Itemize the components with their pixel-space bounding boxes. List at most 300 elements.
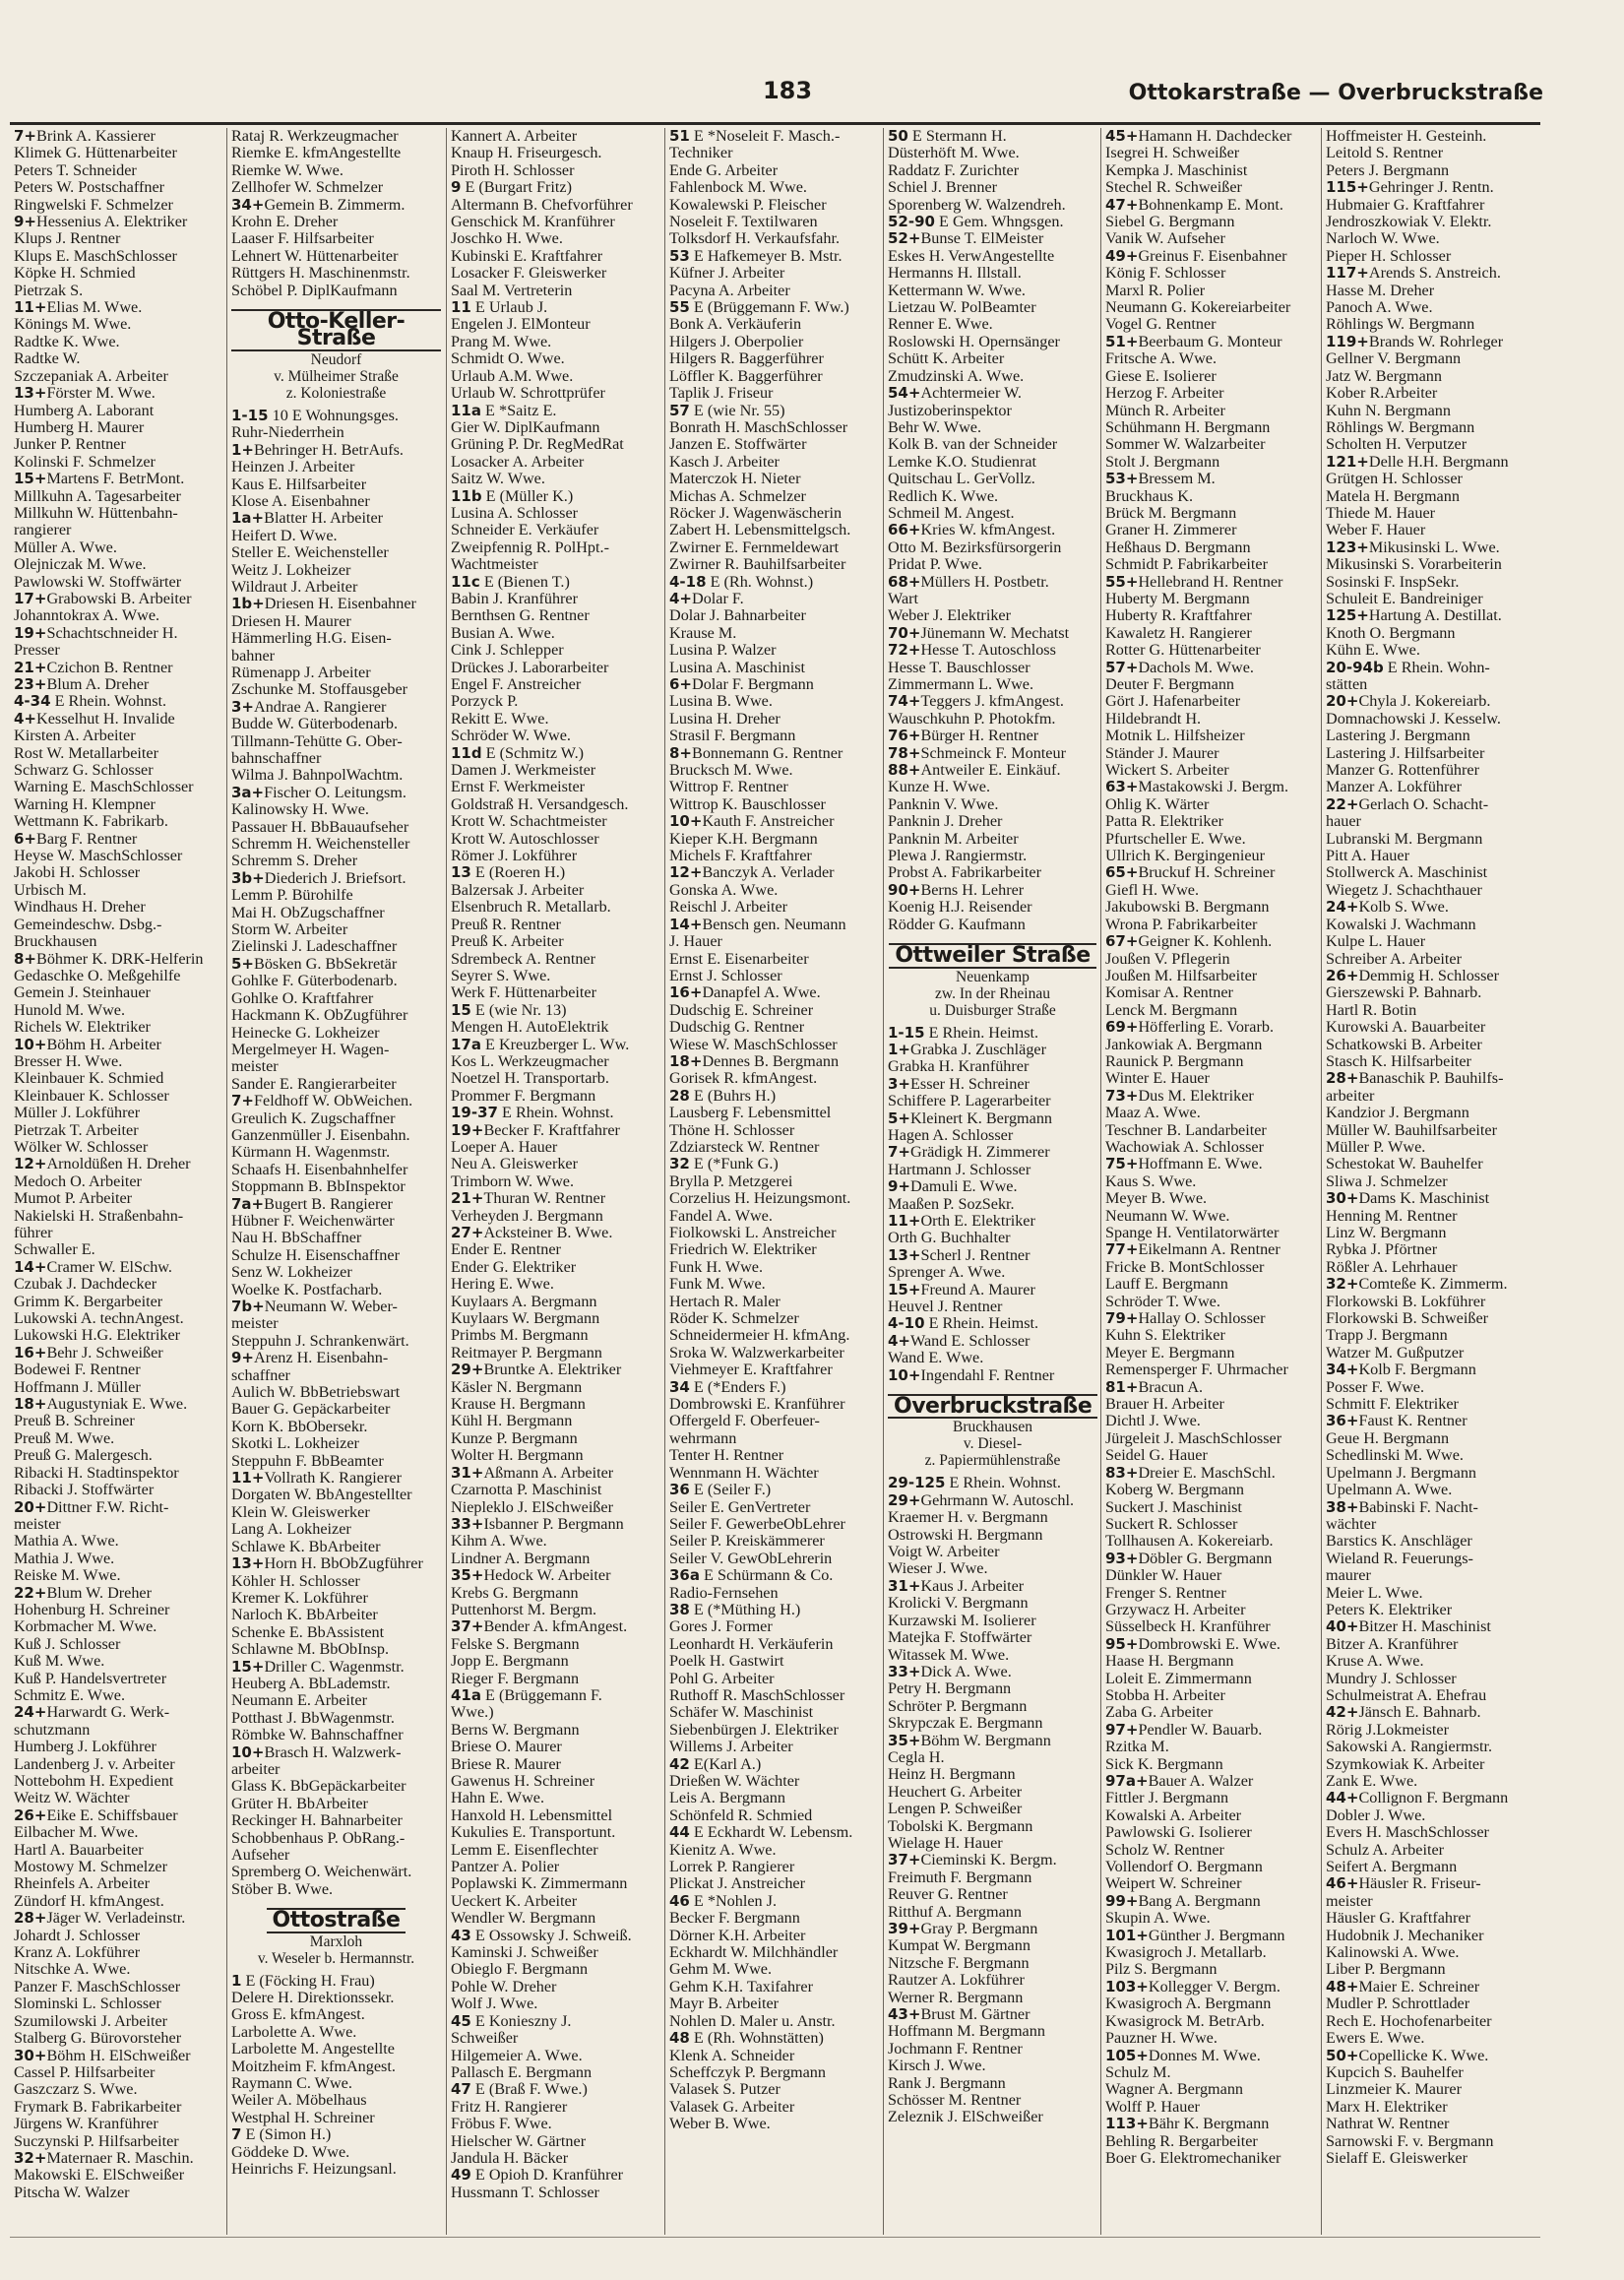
resident-entry	[451, 1602, 660, 1618]
resident-entry	[451, 350, 660, 367]
resident-entry	[14, 1276, 224, 1293]
resident-text: Kieper K.H. Bergmann	[669, 830, 818, 848]
resident-text: Niepleklo J. ElSchweißer	[451, 1498, 613, 1516]
resident-entry	[451, 1704, 660, 1721]
resident-text: bahnschaffner	[231, 750, 322, 767]
resident-text: 10 E Wohnungsges.	[268, 407, 399, 424]
resident-text: bahner	[231, 647, 276, 665]
resident-text: Thuran W. Rentner	[483, 1190, 606, 1208]
resident-text: Szczepaniak A. Arbeiter	[14, 367, 168, 385]
resident-entry	[1105, 1807, 1315, 1824]
resident-text: E (Buhrs H.)	[689, 1087, 777, 1105]
resident-text: Rautzer A. Lokführer	[888, 1972, 1025, 1990]
resident-text: Meyer E. Bergmann	[1105, 1344, 1235, 1362]
resident-text: E Rhein. Wohn-	[1383, 659, 1490, 676]
resident-entry	[669, 1276, 879, 1293]
house-number: 10+	[231, 1743, 265, 1761]
resident-text: Nathrat W. Rentner	[1326, 2116, 1450, 2133]
resident-entry	[669, 1190, 879, 1207]
resident-text: Eckhardt W. Milchhändler	[669, 1944, 839, 1962]
resident-text: Lukowski A. technAngest.	[14, 1310, 184, 1328]
resident-text: Gedaschke O. Meßgehilfe	[14, 967, 181, 984]
resident-text: Kukulies E. Transportunt.	[451, 1824, 616, 1842]
resident-text: Comteße K. Zimmerm.	[1358, 1276, 1508, 1294]
resident-text: Hartmann J. Schlosser	[888, 1161, 1031, 1178]
resident-entry	[1326, 917, 1535, 933]
house-number: 24+	[14, 1704, 47, 1722]
resident-entry	[231, 1504, 441, 1521]
resident-entry	[451, 1859, 660, 1875]
resident-entry	[14, 1430, 224, 1447]
resident-text: E Rhein. Wohnst.	[50, 693, 167, 711]
resident-text: Arenz H. Eisenbahn-	[254, 1350, 389, 1367]
resident-text: Nakielski H. Straßenbahn-	[14, 1207, 184, 1225]
resident-text: Löffler K. Baggerführer	[669, 367, 823, 385]
resident-text: Kuhn N. Bergmann	[1326, 402, 1451, 419]
resident-entry	[1105, 2099, 1315, 2116]
resident-text: Collignon F. Bergmann	[1358, 1790, 1509, 1807]
house-number: 83+	[1105, 1464, 1139, 1482]
resident-entry	[669, 419, 879, 436]
resident-entry	[14, 1225, 224, 1241]
resident-entry	[888, 556, 1097, 573]
house-number: 29+	[451, 1362, 484, 1379]
resident-text: Böhm H. ElSchweißer	[46, 2047, 191, 2064]
resident-entry	[1326, 1310, 1535, 1327]
resident-entry	[1326, 1019, 1535, 1036]
resident-text: Hudobnik J. Mechaniker	[1326, 1927, 1484, 1944]
resident-entry	[231, 1093, 441, 1109]
resident-entry	[669, 1842, 879, 1859]
resident-text: Presser	[14, 642, 60, 660]
resident-entry	[231, 870, 441, 887]
resident-entry	[451, 2081, 660, 2098]
resident-text: Seiler V. GewObLehrerin	[669, 1550, 833, 1567]
resident-text: Siebel G. Bergmann	[1105, 214, 1235, 231]
resident-entry	[14, 1893, 224, 1910]
resident-entry	[1326, 436, 1535, 453]
resident-entry	[888, 1093, 1097, 1109]
resident-text: Kubinski E. Kraftfahrer	[451, 247, 603, 265]
house-number: 57+	[1105, 659, 1139, 676]
resident-entry	[14, 1875, 224, 1892]
resident-entry	[888, 2075, 1097, 2092]
resident-entry	[888, 1972, 1097, 1989]
resident-text: Medoch O. Arbeiter	[14, 1172, 142, 1190]
resident-entry	[231, 1042, 441, 1058]
resident-text: Cieminski K. Bergm.	[920, 1852, 1057, 1869]
resident-text: Seiler F. GewerbeObLehrer	[669, 1515, 845, 1533]
resident-text: Kasch J. Arbeiter	[669, 453, 780, 471]
resident-text: Sommer W. Walzarbeiter	[1105, 436, 1266, 454]
resident-text: Schmidt P. Fabrikarbeiter	[1105, 556, 1268, 574]
resident-entry	[1105, 1842, 1315, 1859]
resident-entry	[451, 1122, 660, 1139]
resident-text: Aßmann A. Arbeiter	[483, 1464, 614, 1482]
house-number: 53	[669, 247, 690, 265]
resident-text: Schmidt O. Wwe.	[451, 350, 565, 368]
directory-columns	[10, 128, 1545, 2235]
resident-text: Schmitz E. Wwe.	[14, 1686, 125, 1704]
resident-entry	[888, 1527, 1097, 1544]
resident-text: Lorrek P. Rangierer	[669, 1859, 795, 1876]
resident-text: Vollendorf O. Bergmann	[1105, 1859, 1263, 1876]
resident-text: Posser F. Wwe.	[1326, 1378, 1425, 1396]
resident-entry	[1105, 574, 1315, 591]
resident-entry	[451, 1430, 660, 1447]
resident-entry	[231, 1487, 441, 1503]
resident-entry	[451, 1019, 660, 1036]
resident-text: Richels W. Elektriker	[14, 1019, 151, 1037]
resident-entry	[669, 2081, 879, 2098]
resident-entry	[1326, 1482, 1535, 1498]
resident-entry	[14, 299, 224, 316]
resident-entry	[669, 1345, 879, 1362]
resident-entry	[669, 864, 879, 881]
resident-entry	[451, 1551, 660, 1567]
resident-entry	[14, 556, 224, 573]
street-location: v. Mülheimer Straße	[274, 367, 399, 385]
resident-entry	[888, 762, 1097, 779]
resident-text: Jochmann F. Rentner	[888, 2040, 1023, 2058]
resident-entry	[1326, 1653, 1535, 1670]
resident-entry	[669, 1070, 879, 1087]
resident-text: Grzywacz H. Arbeiter	[1105, 1601, 1246, 1618]
resident-entry	[1105, 385, 1315, 402]
resident-text: Dombrowski E. Wwe.	[1138, 1635, 1280, 1653]
resident-entry	[1326, 522, 1535, 538]
resident-entry	[14, 711, 224, 728]
resident-entry	[451, 2064, 660, 2081]
resident-text: Sporenberg W. Walzendreh.	[888, 196, 1066, 214]
resident-text: Bang A. Bergmann	[1138, 1892, 1261, 1910]
resident-entry	[1326, 642, 1535, 659]
page-number: 183	[762, 77, 813, 104]
resident-entry	[1326, 711, 1535, 728]
resident-text: Arends S. Anstreich.	[1368, 265, 1501, 283]
resident-entry	[888, 1990, 1097, 2006]
resident-text: Gray P. Bergmann	[920, 1921, 1038, 1937]
resident-text: Heßhaus D. Bergmann	[1105, 538, 1251, 556]
resident-text: Kurzawski M. Isolierer	[888, 1612, 1036, 1629]
resident-text: Cink J. Schlepper	[451, 642, 564, 660]
resident-entry	[669, 1824, 879, 1841]
resident-text: Wachtmeister	[451, 556, 538, 574]
resident-entry	[1105, 1687, 1315, 1704]
resident-text: Becker F. Kraftfahrer	[483, 1121, 620, 1139]
resident-text: Mathia A. Wwe.	[14, 1533, 119, 1551]
house-number: 10+	[669, 813, 703, 831]
resident-text: Larbolette A. Wwe.	[231, 2023, 357, 2041]
resident-entry	[451, 1465, 660, 1482]
resident-text: Joußen M. Hilfsarbeiter	[1105, 967, 1258, 984]
resident-entry	[231, 1521, 441, 1538]
resident-entry	[231, 1264, 441, 1281]
resident-text: Kolk B. van der Schneider	[888, 436, 1058, 454]
resident-entry	[1105, 2048, 1315, 2064]
resident-entry	[888, 2041, 1097, 2058]
house-number: 97a+	[1105, 1773, 1149, 1790]
resident-entry	[14, 642, 224, 659]
resident-text: Evers H. MaschSchlosser	[1326, 1824, 1489, 1842]
resident-text: Ritthuf A. Bergmann	[888, 1903, 1022, 1921]
house-number: 73+	[1105, 1087, 1139, 1105]
resident-entry	[14, 848, 224, 864]
resident-text: Rößler A. Lehrhauer	[1326, 1258, 1458, 1276]
resident-entry	[1105, 1516, 1315, 1533]
resident-entry	[231, 1881, 441, 1898]
resident-entry	[1105, 230, 1315, 247]
resident-entry	[451, 556, 660, 573]
resident-text: Narloch W. Wwe.	[1326, 230, 1440, 248]
resident-text: Manzer A. Lokführer	[1326, 779, 1462, 796]
house-number: 31+	[451, 1464, 484, 1482]
resident-text: Szymkowiak K. Arbeiter	[1326, 1755, 1485, 1773]
resident-entry	[888, 350, 1097, 367]
resident-text: Dus M. Elektriker	[1138, 1087, 1254, 1105]
resident-text: Linzmeier K. Maurer	[1326, 2081, 1462, 2099]
resident-text: Bürger H. Rentner	[920, 728, 1039, 745]
resident-entry	[1326, 1687, 1535, 1704]
resident-text: E Rhein. Wohnst.	[497, 1105, 614, 1122]
resident-text: Frymark B. Fabrikarbeiter	[14, 2098, 182, 2116]
resident-entry	[669, 1551, 879, 1567]
resident-entry	[1326, 2048, 1535, 2064]
resident-text: Humberg J. Lokführer	[14, 1739, 156, 1756]
resident-entry	[451, 1910, 660, 1927]
resident-entry	[231, 1419, 441, 1435]
resident-text: E (Brüggemann F. Ww.)	[689, 299, 849, 317]
resident-entry	[669, 505, 879, 522]
resident-entry	[451, 2099, 660, 2116]
resident-text: Scholten H. Verputzer	[1326, 436, 1468, 454]
resident-entry	[451, 1807, 660, 1824]
resident-text: Lausberg F. Lebensmittel	[669, 1105, 832, 1122]
resident-text: Redlich K. Wwe.	[888, 487, 999, 505]
resident-text: Kaus J. Arbeiter	[920, 1577, 1025, 1595]
resident-entry	[451, 1944, 660, 1961]
resident-text: Primbs M. Bergmann	[451, 1327, 589, 1345]
resident-entry	[1105, 711, 1315, 728]
resident-entry	[451, 454, 660, 471]
resident-entry	[669, 1310, 879, 1327]
resident-entry	[669, 693, 879, 710]
resident-entry	[14, 128, 224, 145]
resident-entry	[669, 1602, 879, 1618]
resident-entry	[231, 1162, 441, 1178]
resident-entry	[1326, 1739, 1535, 1755]
resident-text: Gehm M. Wwe.	[669, 1961, 773, 1979]
resident-entry	[14, 385, 224, 402]
resident-text: E Kreuzberger L. Ww.	[481, 1036, 630, 1053]
resident-text: Schütt K. Arbeiter	[888, 350, 1005, 368]
resident-entry	[669, 454, 879, 471]
resident-entry	[1326, 2133, 1535, 2150]
resident-text: Wiese W. MaschSchlosser	[669, 1036, 838, 1053]
resident-text: meister	[231, 1315, 279, 1333]
resident-text: Koberg W. Bergmann	[1105, 1482, 1245, 1499]
resident-entry	[669, 1327, 879, 1344]
resident-text: Stoppmann B. BbInspektor	[231, 1178, 406, 1196]
resident-entry	[1105, 796, 1315, 813]
resident-entry	[14, 951, 224, 968]
resident-text: Panknin M. Arbeiter	[888, 830, 1019, 848]
resident-text: Antweiler E. Einkäuf.	[920, 762, 1061, 780]
resident-entry	[451, 248, 660, 265]
resident-entry	[451, 230, 660, 247]
resident-text: Mundry J. Schlosser	[1326, 1670, 1457, 1687]
resident-text: Gehrmann W. Autoschl.	[920, 1491, 1075, 1509]
house-number: 10+	[888, 1366, 921, 1384]
resident-entry	[451, 179, 660, 196]
resident-text: Knaup H. Friseurgesch.	[451, 145, 602, 162]
resident-text: Rödder G. Kaufmann	[888, 916, 1026, 933]
resident-text: Panoch A. Wwe.	[1326, 299, 1433, 317]
resident-entry	[888, 230, 1097, 247]
resident-text: E Ossowsky J. Schweiß.	[470, 1927, 632, 1944]
resident-entry	[1326, 1602, 1535, 1618]
resident-entry	[669, 1208, 879, 1225]
house-number: 26+	[14, 1806, 47, 1824]
resident-text: Potthast J. BbWagenmstr.	[231, 1709, 395, 1727]
resident-text: Krolicki V. Bergmann	[888, 1595, 1029, 1613]
house-number: 1-15	[231, 407, 269, 424]
resident-entry	[669, 1294, 879, 1310]
resident-entry	[451, 1790, 660, 1806]
house-number: 27+	[451, 1225, 484, 1241]
resident-entry	[1326, 1465, 1535, 1482]
resident-entry	[669, 368, 879, 385]
resident-text: Suczynski P. Hilfsarbeiter	[14, 2132, 179, 2150]
resident-text: Woelke K. Postfacharb.	[231, 1281, 383, 1298]
resident-text: wächter	[1326, 1515, 1377, 1533]
resident-entry	[669, 1533, 879, 1550]
resident-text: Müller J. Lokführer	[14, 1105, 141, 1122]
resident-entry	[1105, 1259, 1315, 1276]
resident-text: Wachowiak A. Schlosser	[1105, 1138, 1264, 1156]
house-number: 63+	[1105, 779, 1139, 796]
resident-text: Zündorf H. kfmAngest.	[14, 1892, 164, 1910]
resident-text: Mai H. ObZugschaffner	[231, 904, 385, 921]
resident-text: Hagen A. Schlosser	[888, 1126, 1014, 1144]
resident-entry	[451, 316, 660, 333]
resident-text: Skotki L. Lokheizer	[231, 1435, 359, 1453]
resident-entry	[451, 984, 660, 1001]
resident-text: Pohl G. Arbeiter	[669, 1670, 775, 1687]
house-number: 8+	[669, 744, 693, 762]
resident-text: Lastering J. Hilfsarbeiter	[1326, 744, 1485, 762]
resident-text: Kupcich S. Bauhelfer	[1326, 2063, 1464, 2081]
house-number: 34	[669, 1378, 690, 1396]
resident-entry	[231, 2110, 441, 2126]
resident-entry	[231, 733, 441, 750]
resident-text: Hübner F. Weichenwärter	[231, 1212, 395, 1230]
resident-text: Fritsche A. Wwe.	[1105, 350, 1217, 368]
resident-text: Schedlinski M. Wwe.	[1326, 1447, 1464, 1465]
resident-entry	[1105, 1465, 1315, 1482]
resident-entry	[1326, 968, 1535, 984]
resident-text: Seiler P. Kreiskämmerer	[669, 1533, 825, 1551]
resident-text: Hartl A. Bauarbeiter	[14, 1841, 144, 1859]
resident-text: Wolter H. Bergmann	[451, 1447, 584, 1465]
house-number: 50+	[1326, 2047, 1359, 2064]
resident-entry	[14, 283, 224, 299]
resident-text: Kremer K. Lokführer	[231, 1589, 368, 1607]
directory-column	[664, 128, 879, 2235]
resident-entry	[1326, 128, 1535, 145]
resident-text: Müller W. Bauhilfsarbeiter	[1326, 1121, 1497, 1139]
resident-entry	[669, 162, 879, 179]
house-number: 3+	[888, 1075, 911, 1093]
house-number: 44	[669, 1824, 690, 1842]
resident-text: Bruntke A. Elektriker	[483, 1362, 622, 1379]
resident-text: Mumot P. Arbeiter	[14, 1190, 133, 1208]
resident-text: Greulich K. Zugschaffner	[231, 1109, 396, 1127]
resident-entry	[14, 1327, 224, 1344]
house-number: 55+	[1105, 573, 1139, 591]
resident-text: Nohlen D. Maler u. Anstr.	[669, 2012, 836, 2030]
resident-entry	[1326, 2013, 1535, 2030]
resident-text: Wickert S. Arbeiter	[1105, 762, 1229, 780]
resident-text: Radtke W.	[14, 350, 81, 368]
resident-text: Mathia J. Wwe.	[14, 1550, 115, 1567]
resident-entry	[888, 436, 1097, 453]
resident-entry	[1105, 162, 1315, 179]
resident-text: Häusler R. Friseur-	[1358, 1875, 1481, 1893]
resident-entry	[14, 1362, 224, 1378]
resident-text: Hessenius A. Elektriker	[36, 214, 188, 231]
resident-text: Nottebohm H. Expedient	[14, 1773, 174, 1790]
resident-text: Bähr K. Bergmann	[1148, 2116, 1270, 2133]
resident-entry	[888, 1749, 1097, 1766]
resident-text: Werk F. Hüttenarbeiter	[451, 984, 596, 1002]
resident-text: Küfner J. Arbeiter	[669, 265, 785, 283]
resident-text: Schneidermeier H. kfmAng.	[669, 1327, 850, 1345]
resident-text: Preuß G. Malergesch.	[14, 1447, 153, 1465]
house-number: 37+	[888, 1852, 921, 1869]
house-number: 115+	[1326, 179, 1369, 197]
resident-text: Rank J. Bergmann	[888, 2074, 1006, 2092]
resident-text: Schremm S. Dreher	[231, 853, 358, 870]
resident-text: Rekitt E. Wwe.	[451, 710, 549, 728]
resident-entry	[888, 1058, 1097, 1075]
resident-entry	[1326, 1585, 1535, 1602]
house-number: 40+	[1326, 1618, 1359, 1636]
resident-entry	[1105, 1088, 1315, 1105]
resident-text: Zschunke M. Stoffausgeber	[231, 681, 408, 699]
resident-entry	[888, 1937, 1097, 1954]
resident-entry	[14, 745, 224, 762]
resident-entry	[14, 2030, 224, 2047]
resident-text: Larbolette M. Angestellte	[231, 2041, 395, 2058]
resident-text: Liber P. Bergmann	[1326, 1961, 1446, 1979]
resident-entry	[14, 574, 224, 591]
resident-entry	[451, 1499, 660, 1516]
resident-entry	[669, 660, 879, 676]
resident-entry	[669, 607, 879, 624]
resident-text: Thöne H. Schlosser	[669, 1121, 795, 1139]
resident-entry	[1105, 2081, 1315, 2098]
resident-text: Viehmeyer E. Kraftfahrer	[669, 1362, 833, 1379]
resident-text: Motnik L. Hilfsheizer	[1105, 728, 1245, 745]
house-number: 7+	[14, 128, 37, 145]
resident-entry	[888, 1784, 1097, 1801]
resident-text: Loleit E. Zimmermann	[1105, 1670, 1252, 1687]
resident-text: Poelk H. Gastwirt	[669, 1653, 784, 1671]
resident-text: Suckert J. Maschinist	[1105, 1498, 1242, 1516]
resident-entry	[451, 607, 660, 624]
resident-entry	[14, 2013, 224, 2030]
